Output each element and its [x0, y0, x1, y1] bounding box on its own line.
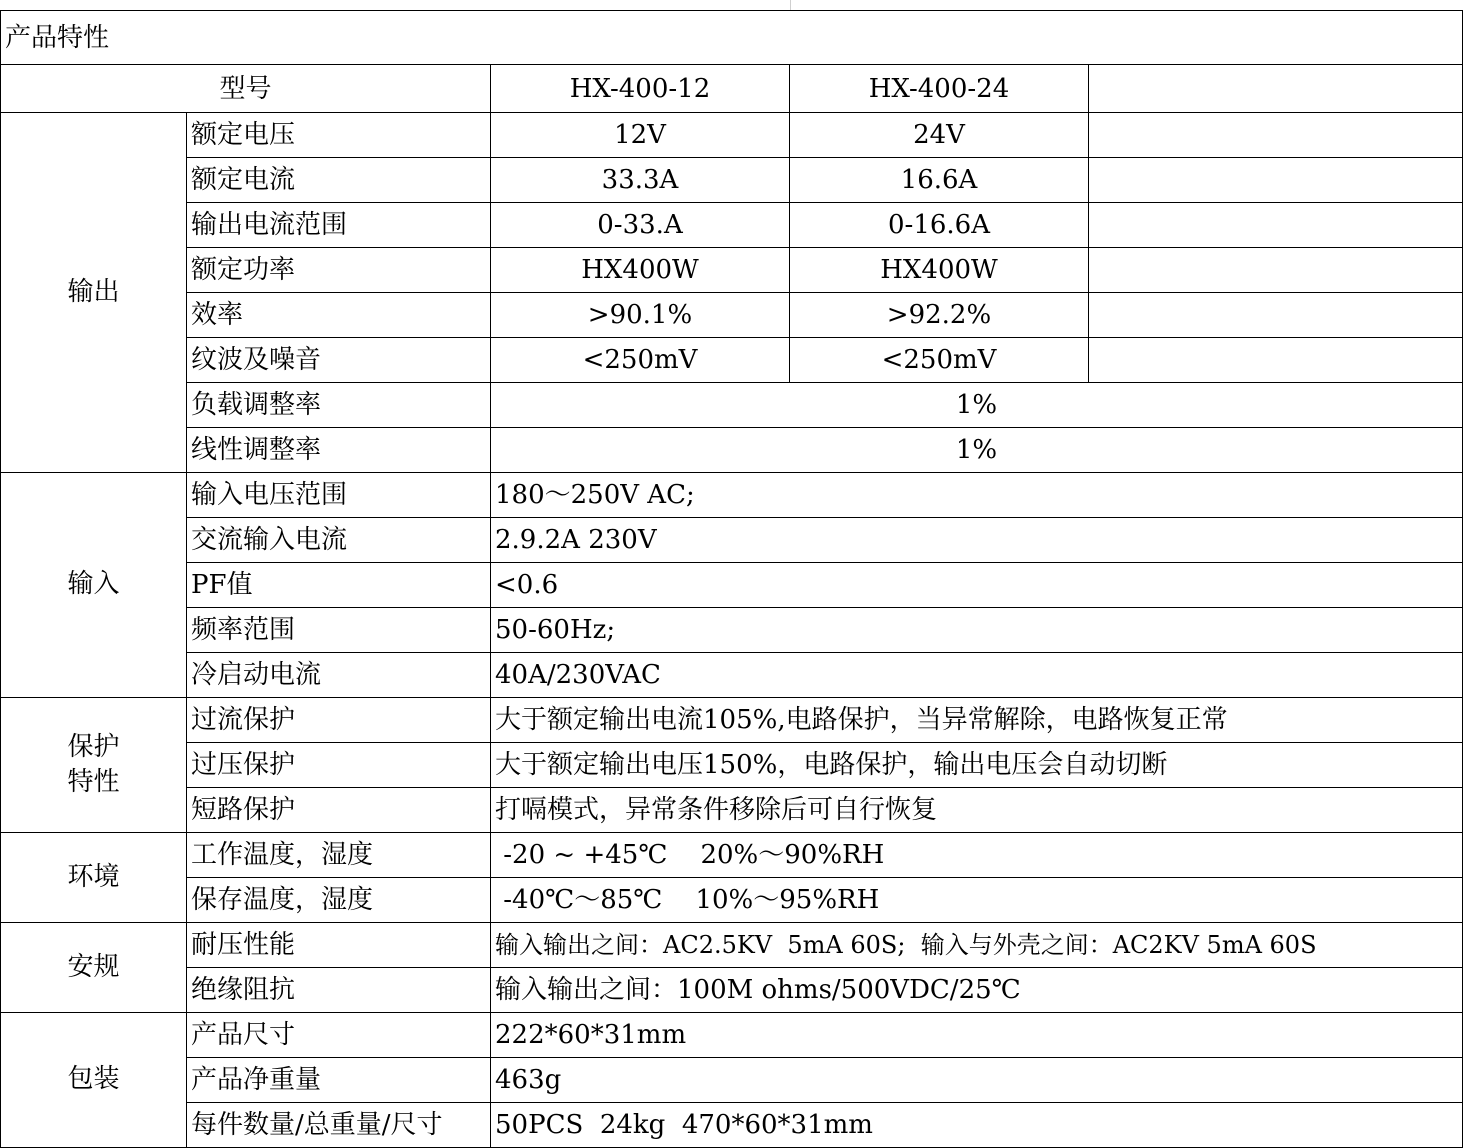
row-value: 222*60*31mm — [491, 1013, 1463, 1058]
table-row — [1, 1103, 1463, 1148]
row-value: 50-60Hz; — [491, 608, 1463, 653]
table-row — [1, 743, 1463, 788]
empty-cell — [1089, 203, 1463, 248]
row-label: PF值 — [187, 563, 491, 608]
table-row — [1, 248, 1463, 293]
row-value: 大于额定输出电流105%,电路保护，当异常解除，电路恢复正常 — [491, 698, 1463, 743]
row-label: 线性调整率 — [187, 428, 491, 473]
row-value-model-1: HX400W — [491, 248, 790, 293]
table-row — [1, 923, 1463, 968]
model-header-row — [1, 65, 1463, 113]
model-label: 型号 — [1, 65, 491, 113]
row-label: 保存温度，湿度 — [187, 878, 491, 923]
row-value: -40℃～85℃ 10%～95%RH — [491, 878, 1463, 923]
table-row — [1, 698, 1463, 743]
row-label: 绝缘阻抗 — [187, 968, 491, 1013]
table-row — [1, 203, 1463, 248]
category-environment: 环境 — [1, 833, 187, 923]
table-row — [1, 113, 1463, 158]
row-label: 输入电压范围 — [187, 473, 491, 518]
model-1: HX-400-12 — [491, 65, 790, 113]
row-value: -20 ~ +45℃ 20%～90%RH — [491, 833, 1463, 878]
row-value-merged: 1% — [491, 383, 1463, 428]
category-packaging: 包装 — [1, 1013, 187, 1148]
row-label: 额定电流 — [187, 158, 491, 203]
table-row — [1, 1013, 1463, 1058]
row-value-model-2: HX400W — [790, 248, 1089, 293]
row-value: 大于额定输出电压150%，电路保护，输出电压会自动切断 — [491, 743, 1463, 788]
table-row — [1, 788, 1463, 833]
row-label: 输出电流范围 — [187, 203, 491, 248]
spec-sheet — [0, 10, 1463, 1148]
row-label: 交流输入电流 — [187, 518, 491, 563]
category-line-1: 保护 — [67, 731, 120, 762]
table-row — [1, 293, 1463, 338]
row-value-merged: 1% — [491, 428, 1463, 473]
category-safety: 安规 — [1, 923, 187, 1013]
row-value: 463g — [491, 1058, 1463, 1103]
row-value: 40A/230VAC — [491, 653, 1463, 698]
row-label: 额定功率 — [187, 248, 491, 293]
sheet-gridline — [790, 0, 791, 10]
row-label: 产品尺寸 — [187, 1013, 491, 1058]
row-value-model-1: 33.3A — [491, 158, 790, 203]
row-label: 每件数量/总重量/尺寸 — [187, 1103, 491, 1148]
row-value: 打嗝模式，异常条件移除后可自行恢复 — [491, 788, 1463, 833]
row-value-model-2: >92.2% — [790, 293, 1089, 338]
row-label: 工作温度，湿度 — [187, 833, 491, 878]
row-value-model-1: 12V — [491, 113, 790, 158]
empty-cell — [1089, 158, 1463, 203]
row-value-model-2: 0-16.6A — [790, 203, 1089, 248]
table-row — [1, 608, 1463, 653]
row-label: 额定电压 — [187, 113, 491, 158]
table-row — [1, 428, 1463, 473]
empty-cell — [1089, 113, 1463, 158]
row-label: 短路保护 — [187, 788, 491, 833]
table-row — [1, 338, 1463, 383]
table-row — [1, 563, 1463, 608]
category-line-2: 特性 — [67, 767, 120, 797]
model-2: HX-400-24 — [790, 65, 1089, 113]
empty-cell — [1089, 248, 1463, 293]
row-label: 过流保护 — [187, 698, 491, 743]
row-value: 输入输出之间：AC2.5KV 5mA 60S; 输入与外壳之间：AC2KV 5mA 60S — [491, 923, 1463, 968]
row-value: 50PCS 24kg 470*60*31mm — [491, 1103, 1463, 1148]
table-row — [1, 968, 1463, 1013]
row-value-model-2: 16.6A — [790, 158, 1089, 203]
row-label: 纹波及噪音 — [187, 338, 491, 383]
row-label: 产品净重量 — [187, 1058, 491, 1103]
table-row — [1, 158, 1463, 203]
table-row — [1, 473, 1463, 518]
row-value-model-2: 24V — [790, 113, 1089, 158]
row-value: 180～250V AC; — [491, 473, 1463, 518]
table-title: 产品特性 — [1, 11, 1463, 65]
row-label: 过压保护 — [187, 743, 491, 788]
category-output: 输出 — [1, 113, 187, 473]
table-row — [1, 518, 1463, 563]
row-value-model-1: 0-33.A — [491, 203, 790, 248]
empty-cell — [1089, 338, 1463, 383]
category-protection — [1, 698, 187, 833]
row-value: 输入输出之间：100M ohms/500VDC/25℃ — [491, 968, 1463, 1013]
row-label: 负载调整率 — [187, 383, 491, 428]
product-spec-table — [0, 10, 1463, 1148]
table-row — [1, 1058, 1463, 1103]
row-value-model-1: >90.1% — [491, 293, 790, 338]
table-row — [1, 833, 1463, 878]
row-value: <0.6 — [491, 563, 1463, 608]
table-row — [1, 383, 1463, 428]
row-label: 冷启动电流 — [187, 653, 491, 698]
row-label: 效率 — [187, 293, 491, 338]
row-value-model-2: <250mV — [790, 338, 1089, 383]
table-row — [1, 653, 1463, 698]
table-row — [1, 878, 1463, 923]
row-value-model-1: <250mV — [491, 338, 790, 383]
category-input: 输入 — [1, 473, 187, 698]
row-label: 耐压性能 — [187, 923, 491, 968]
model-empty — [1089, 65, 1463, 113]
empty-cell — [1089, 293, 1463, 338]
row-value: 2.9.2A 230V — [491, 518, 1463, 563]
row-label: 频率范围 — [187, 608, 491, 653]
title-row — [1, 11, 1463, 65]
